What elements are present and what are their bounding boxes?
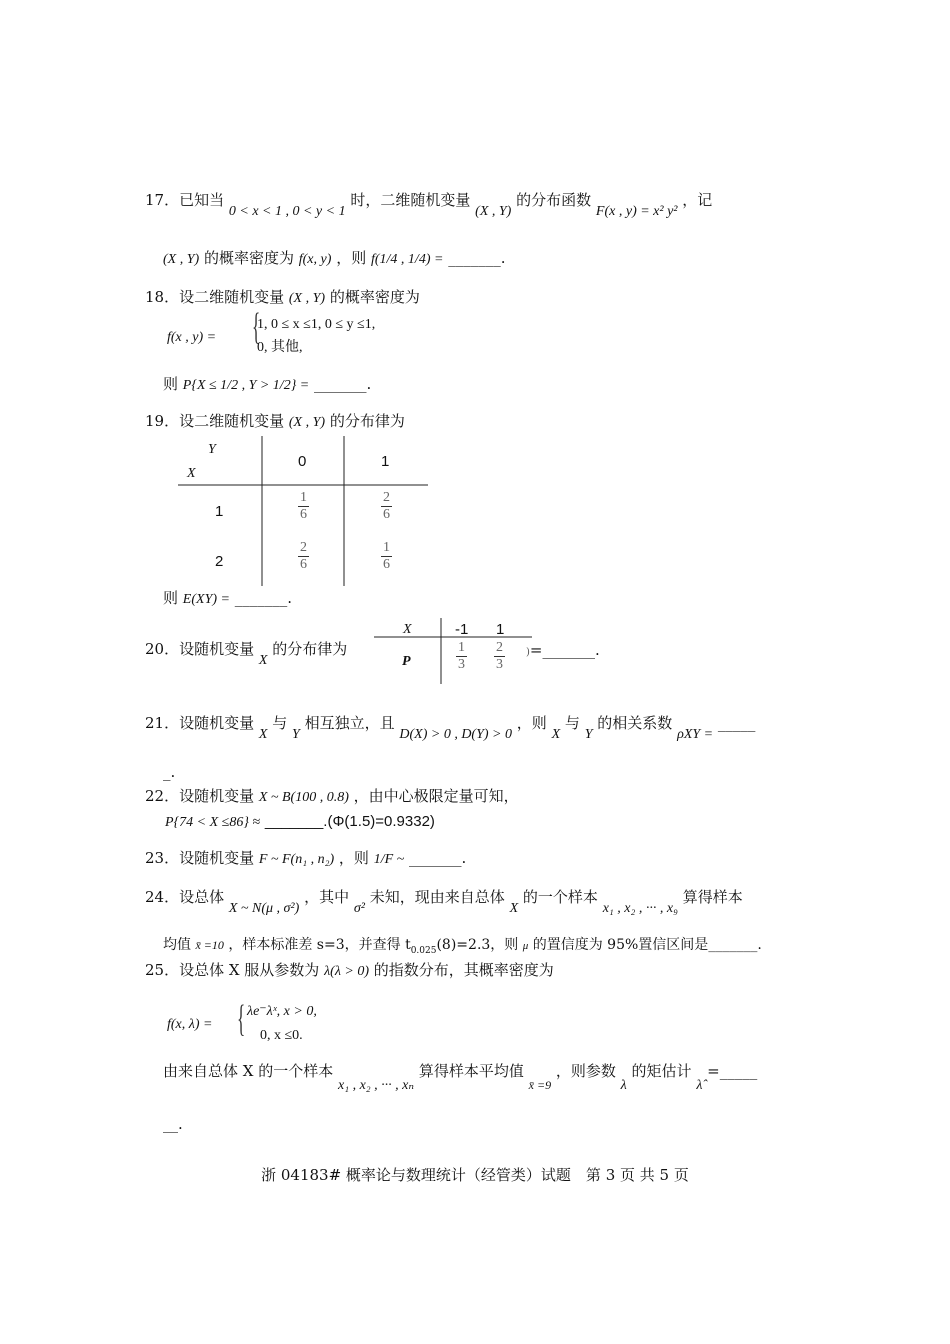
q22-line1: 22．设随机变量 X ~ B(100 , 0.8) ，由中心极限定量可知， [145, 787, 519, 805]
q21-line1: 21．设随机变量 X 与 Y 相互独立，且 D(X) > 0 , D(Y) > 0 ，则 X 与 Y 的相关系数 ρXY = _____ [145, 714, 756, 742]
q25-density: f(x, λ) = [167, 1017, 213, 1032]
q19-col-1: 1 [381, 453, 390, 470]
q19-ask: 则 E(XY) = _______. [163, 589, 293, 607]
q19-cell-2-0: $\frac{2}{6}$ [300, 540, 307, 572]
q17-line2: (X , Y) 的概率密度为 f(x, y) ，则 f(1/4 , 1/4) = _______. [163, 249, 506, 267]
q23-line: 23．设随机变量 F ~ F(n₁ , n₂) ，则 1/F ~ _______. [145, 849, 467, 867]
q19-col-0: 0 [298, 453, 307, 470]
q18-case2: 0, 其他, [257, 340, 303, 355]
q19-row-2-x: 2 [215, 553, 224, 570]
q24-line2: 均值 x̄ =10 ，样本标准差 s=3，并查得 $t_{0.025}(8)=2.3$，则 μ 的置信度为 95%置信区间是_______. [163, 937, 762, 956]
q25-case2: 0, x ≤0. [260, 1028, 303, 1043]
q20-tail: )=_______. [526, 641, 600, 659]
q19-row-1-x: 1 [215, 503, 224, 520]
q20-line1: 20．设随机变量 X 的分布律为 [145, 640, 348, 668]
q18-brace: { [252, 306, 261, 348]
q20-val-1: 1 [496, 621, 505, 638]
q19-cell-1-0: $\frac{1}{6}$ [300, 490, 307, 522]
q18-line1: 18．设二维随机变量 (X , Y) 的概率密度为 [145, 288, 420, 306]
q19-cell-2-1: $\frac{1}{6}$ [383, 540, 390, 572]
q19-header-y: Y [208, 442, 216, 457]
q19-line1: 19．设二维随机变量 (X , Y) 的分布律为 [145, 412, 405, 430]
q21-line2: _. [163, 763, 176, 781]
q25-line3: __. [163, 1115, 183, 1133]
q17-line1: 17．已知当 0 < x < 1 , 0 < y < 1 时，二维随机变量 (X , Y) 的分布函数 F(x , y) = x² y² ，记 [145, 191, 713, 219]
q20-prob-1: $\frac{2}{3}$ [496, 640, 503, 672]
q19-cell-1-1: $\frac{2}{6}$ [383, 490, 390, 522]
q20-prob-0: $\frac{1}{3}$ [458, 640, 465, 672]
q24-line1: 24．设总体 X ~ N(μ , σ²) ，其中 σ² 未知，现由来自总体 X 的一个样本 x₁ , x₂ , ··· , x₉ 算得样本 [145, 888, 743, 916]
q18-density: f(x , y) = [167, 330, 217, 345]
q20-row-p: P [402, 654, 411, 669]
q18-ask: 则 P{X ≤ 1/2 , Y > 1/2} = _______. [163, 375, 372, 393]
page-footer: 浙 04183# 概率论与数理统计（经管类）试题 第 3 页 共 5 页 [261, 1166, 689, 1184]
q25-case1: λe⁻λˣ, x > 0, [247, 1004, 317, 1019]
q25-line1: 25．设总体 X 服从参数为 λ(λ > 0) 的指数分布，其概率密度为 [145, 961, 554, 979]
q20-row-x: X [403, 622, 412, 637]
q20-val-0: -1 [455, 621, 469, 638]
q25-brace: { [237, 998, 246, 1040]
q22-line2: P{74 < X ≤86} ≈ _______.(Φ(1.5)=0.9332) [165, 813, 435, 830]
q19-header-x: X [187, 466, 196, 481]
q25-line2: 由来自总体 X 的一个样本 x₁ , x₂ , ··· , xₙ 算得样本平均值 $_{x̄ =9}$ ，则参数 λ 的矩估计 λ̂ =_____ [163, 1062, 758, 1093]
q18-case1: 1, 0 ≤ x ≤1, 0 ≤ y ≤1, [257, 317, 376, 332]
